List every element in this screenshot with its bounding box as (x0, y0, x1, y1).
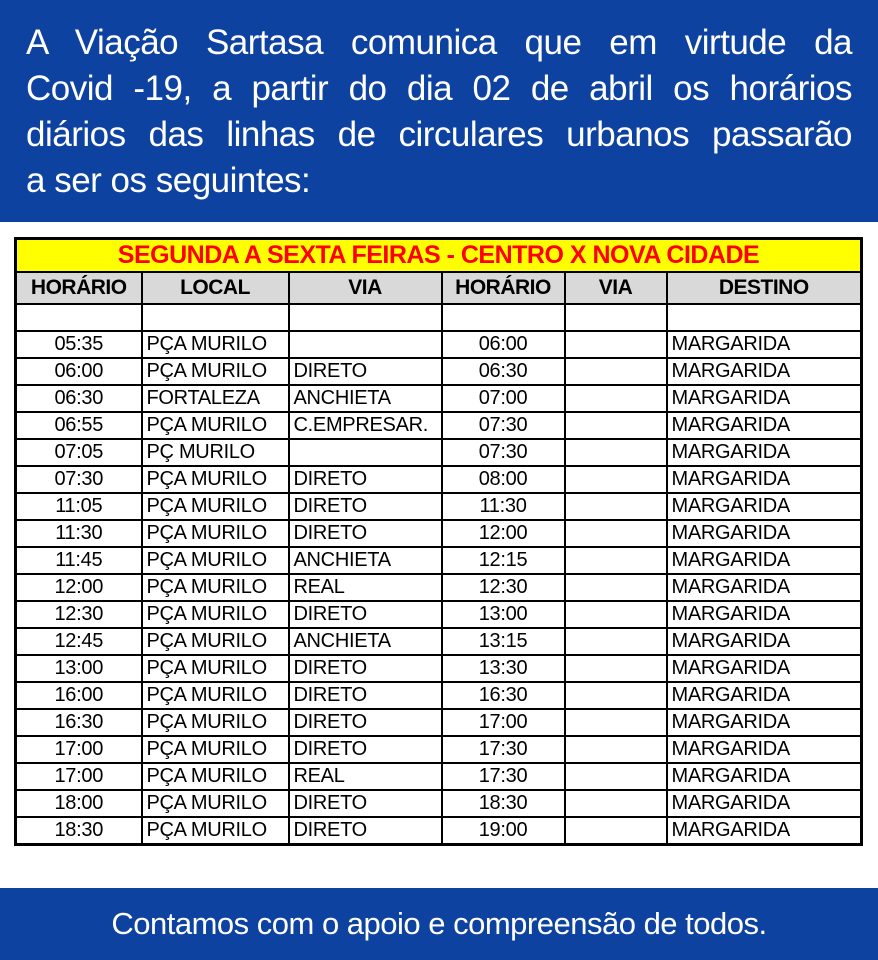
announcement-line-3: diários das linhas de circulares urbanos passarão (26, 115, 852, 154)
table-cell: MARGARIDA (667, 358, 862, 385)
table-cell: 17:00 (442, 709, 565, 736)
table-cell: 11:30 (442, 493, 565, 520)
table-cell (289, 304, 442, 331)
table-cell: 11:30 (16, 520, 142, 547)
table-cell: MARGARIDA (667, 628, 862, 655)
table-cell: 06:30 (442, 358, 565, 385)
table-cell: PÇA MURILO (142, 601, 289, 628)
table-cell (667, 304, 862, 331)
column-header-destino: DESTINO (667, 272, 862, 304)
table-cell: 16:00 (16, 682, 142, 709)
table-row (16, 601, 862, 628)
table-row (16, 331, 862, 358)
table-cell: 12:30 (442, 574, 565, 601)
table-cell: DIRETO (289, 466, 442, 493)
table-cell: 12:45 (16, 628, 142, 655)
table-cell: 12:15 (442, 547, 565, 574)
table-cell: MARGARIDA (667, 331, 862, 358)
table-cell: ANCHIETA (289, 628, 442, 655)
table-cell: 08:00 (442, 466, 565, 493)
table-cell: 05:35 (16, 331, 142, 358)
table-cell: 06:00 (16, 358, 142, 385)
column-header-horario-1: HORÁRIO (16, 272, 142, 304)
table-cell: FORTALEZA (142, 385, 289, 412)
table-cell: C.EMPRESAR. (289, 412, 442, 439)
table-cell: MARGARIDA (667, 439, 862, 466)
table-cell (565, 574, 667, 601)
column-header-via-1: VIA (289, 272, 442, 304)
table-cell: MARGARIDA (667, 547, 862, 574)
table-title: SEGUNDA A SEXTA FEIRAS - CENTRO X NOVA CIDADE (16, 239, 862, 273)
table-cell: 13:15 (442, 628, 565, 655)
schedule-table (14, 237, 863, 846)
table-cell (565, 817, 667, 845)
table-cell: PÇA MURILO (142, 709, 289, 736)
table-cell: PÇA MURILO (142, 655, 289, 682)
schedule-table-body (16, 304, 862, 845)
table-cell: 19:00 (442, 817, 565, 845)
table-cell: REAL (289, 763, 442, 790)
table-cell: PÇA MURILO (142, 790, 289, 817)
table-cell: MARGARIDA (667, 520, 862, 547)
table-cell: ANCHIETA (289, 385, 442, 412)
table-cell: MARGARIDA (667, 763, 862, 790)
table-cell: PÇA MURILO (142, 412, 289, 439)
column-header-via-2: VIA (565, 272, 667, 304)
table-row (16, 358, 862, 385)
table-cell: PÇA MURILO (142, 736, 289, 763)
table-cell: 07:05 (16, 439, 142, 466)
table-row (16, 385, 862, 412)
table-cell (565, 790, 667, 817)
table-cell: DIRETO (289, 736, 442, 763)
table-cell: MARGARIDA (667, 466, 862, 493)
table-cell: 13:00 (442, 601, 565, 628)
table-row (16, 412, 862, 439)
table-cell (289, 439, 442, 466)
table-cell: PÇA MURILO (142, 547, 289, 574)
table-row (16, 493, 862, 520)
table-cell (565, 655, 667, 682)
table-cell: DIRETO (289, 790, 442, 817)
table-cell: 16:30 (16, 709, 142, 736)
table-cell: 18:30 (16, 817, 142, 845)
table-cell: PÇA MURILO (142, 358, 289, 385)
table-cell: 18:30 (442, 790, 565, 817)
table-cell: 06:55 (16, 412, 142, 439)
table-cell (565, 628, 667, 655)
table-row (16, 709, 862, 736)
table-row (16, 655, 862, 682)
announcement-banner (0, 0, 878, 222)
table-cell: 13:30 (442, 655, 565, 682)
table-cell: DIRETO (289, 520, 442, 547)
table-cell: 17:30 (442, 763, 565, 790)
table-cell (442, 304, 565, 331)
table-cell (565, 385, 667, 412)
table-cell: PÇA MURILO (142, 628, 289, 655)
table-row (16, 520, 862, 547)
table-cell: PÇ MURILO (142, 439, 289, 466)
table-cell: 12:00 (442, 520, 565, 547)
table-cell: 11:05 (16, 493, 142, 520)
table-cell (565, 304, 667, 331)
table-cell (142, 304, 289, 331)
table-row (16, 466, 862, 493)
table-cell: PÇA MURILO (142, 331, 289, 358)
table-cell: MARGARIDA (667, 412, 862, 439)
table-cell: MARGARIDA (667, 493, 862, 520)
table-cell: MARGARIDA (667, 817, 862, 845)
table-cell: PÇA MURILO (142, 763, 289, 790)
table-cell (565, 331, 667, 358)
table-row (16, 790, 862, 817)
footer-banner (0, 888, 878, 960)
table-cell: DIRETO (289, 655, 442, 682)
table-cell: MARGARIDA (667, 790, 862, 817)
table-cell: 11:45 (16, 547, 142, 574)
table-cell: 12:30 (16, 601, 142, 628)
table-cell: MARGARIDA (667, 601, 862, 628)
table-header-row (16, 272, 862, 304)
table-cell: 12:00 (16, 574, 142, 601)
footer-text: Contamos com o apoio e compreensão de todos. (111, 906, 767, 941)
table-cell: PÇA MURILO (142, 817, 289, 845)
table-cell: PÇA MURILO (142, 466, 289, 493)
table-cell: PÇA MURILO (142, 493, 289, 520)
table-row (16, 439, 862, 466)
table-cell (565, 601, 667, 628)
table-cell: MARGARIDA (667, 736, 862, 763)
table-cell (289, 331, 442, 358)
table-cell: MARGARIDA (667, 655, 862, 682)
table-cell (565, 520, 667, 547)
table-cell: 18:00 (16, 790, 142, 817)
table-row (16, 682, 862, 709)
table-cell: 13:00 (16, 655, 142, 682)
table-cell: ANCHIETA (289, 547, 442, 574)
table-cell: 06:30 (16, 385, 142, 412)
table-cell (565, 763, 667, 790)
table-cell: REAL (289, 574, 442, 601)
table-row (16, 547, 862, 574)
table-cell: 06:00 (442, 331, 565, 358)
table-cell (16, 304, 142, 331)
table-cell: DIRETO (289, 709, 442, 736)
table-row (16, 736, 862, 763)
table-cell (565, 466, 667, 493)
table-cell: 17:00 (16, 736, 142, 763)
table-cell: PÇA MURILO (142, 520, 289, 547)
table-cell (565, 736, 667, 763)
table-cell: DIRETO (289, 493, 442, 520)
table-cell: MARGARIDA (667, 574, 862, 601)
table-cell: 16:30 (442, 682, 565, 709)
table-cell: PÇA MURILO (142, 574, 289, 601)
table-row (16, 628, 862, 655)
table-cell: DIRETO (289, 601, 442, 628)
schedule-table-container (14, 237, 864, 846)
announcement-line-4: a ser os seguintes: (26, 161, 311, 200)
table-cell (565, 709, 667, 736)
column-header-local: LOCAL (142, 272, 289, 304)
table-row (16, 574, 862, 601)
table-cell: 07:30 (16, 466, 142, 493)
table-cell (565, 682, 667, 709)
table-row (16, 304, 862, 331)
table-cell: 07:30 (442, 439, 565, 466)
table-title-row (16, 239, 862, 273)
announcement-line-2: Covid -19, a partir do dia 02 de abril os horários (26, 69, 852, 108)
table-cell (565, 439, 667, 466)
table-cell: MARGARIDA (667, 385, 862, 412)
table-cell: 07:30 (442, 412, 565, 439)
table-cell: DIRETO (289, 358, 442, 385)
table-cell: PÇA MURILO (142, 682, 289, 709)
table-cell: MARGARIDA (667, 709, 862, 736)
announcement-line-1: A Viação Sartasa comunica que em virtude da (26, 23, 852, 62)
column-header-horario-2: HORÁRIO (442, 272, 565, 304)
table-cell: DIRETO (289, 682, 442, 709)
table-cell (565, 493, 667, 520)
table-row (16, 763, 862, 790)
table-cell (565, 547, 667, 574)
table-cell: 17:00 (16, 763, 142, 790)
table-cell: 07:00 (442, 385, 565, 412)
table-cell: 17:30 (442, 736, 565, 763)
table-cell: MARGARIDA (667, 682, 862, 709)
table-row (16, 817, 862, 845)
table-cell (565, 412, 667, 439)
table-cell (565, 358, 667, 385)
table-cell: DIRETO (289, 817, 442, 845)
